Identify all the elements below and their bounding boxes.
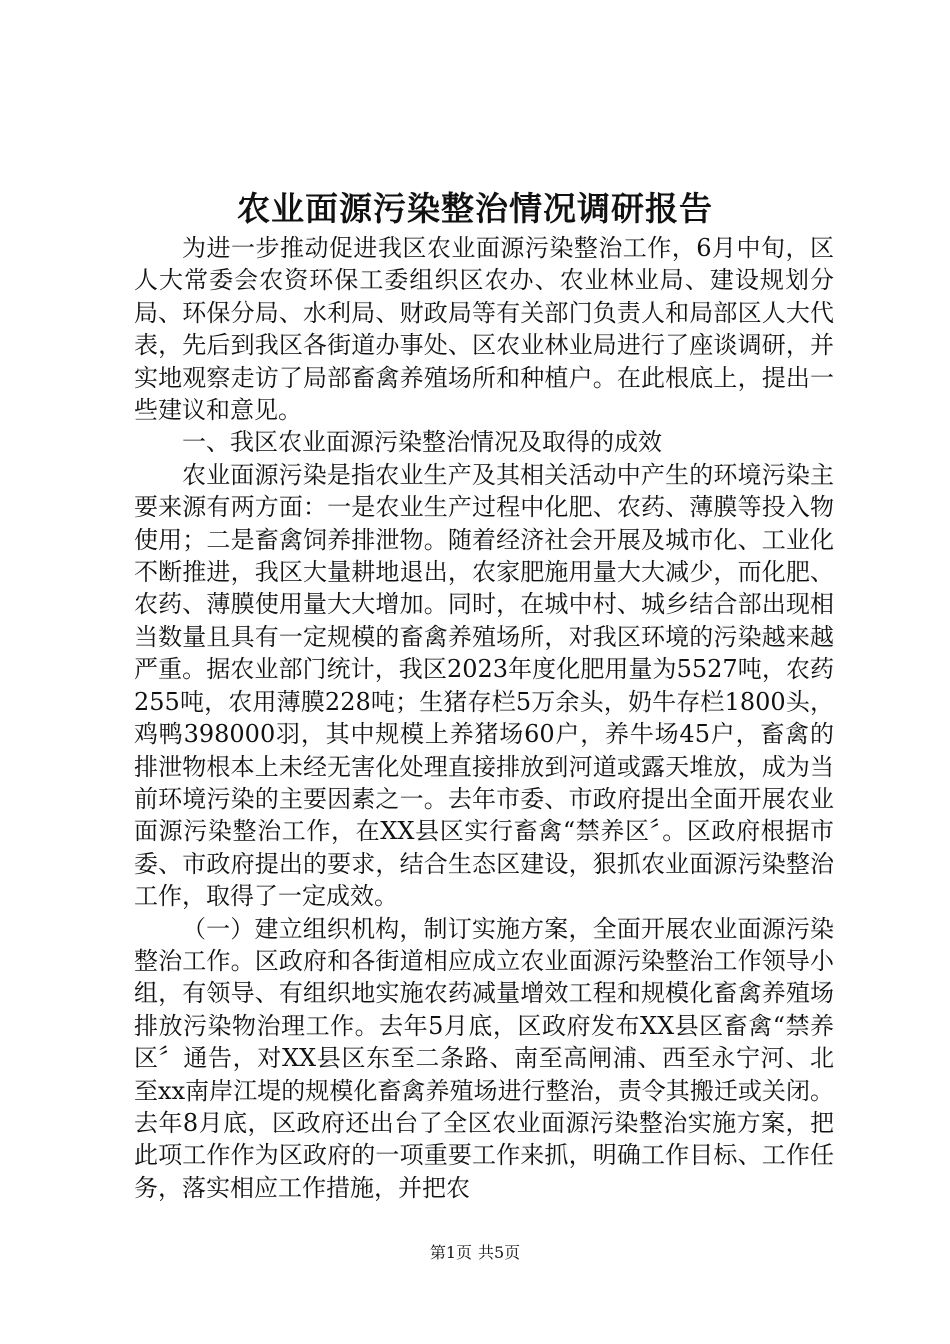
page-total: 共5页 <box>478 1243 521 1262</box>
body-paragraph: 农业面源污染是指农业生产及其相关活动中产生的环境污染主要来源有两方面：一是农业生产过程中化肥、农药、薄膜等投入物使用；二是畜禽饲养排泄物。随着经济社会开展及城市化、工业化不断推进，我区大量耕地退出，农家肥施用量大大减少，而化肥、农药、薄膜使用量大大增加。同时，在城中村、城乡结合部出现相当数量且具有一定规模的畜禽养殖场所，对我区环境的污染越来越严重。据农业部门统计，我区2023年度化肥用量为5527吨，农药255吨，农用薄膜228吨；生猪存栏5万余头，奶牛存栏1800头，鸡鸭398000羽，其中规模上养猪场60户，养牛场45户，畜禽的排泄物根本上未经无害化处理直接排放到河道或露天堆放，成为当前环境污染的主要因素之一。去年市委、市政府提出全面开展农业面源污染整治工作，在XX县区实行畜禽“禁养区〞。区政府根据市委、市政府提出的要求，结合生态区建设，狠抓农业面源污染整治工作，取得了一定成效。 <box>134 460 834 911</box>
section-heading: 一、我区农业面源污染整治情况及取得的成效 <box>182 428 662 457</box>
page-number: 第1页 <box>429 1243 472 1262</box>
intro-paragraph: 为进一步推动促进我区农业面源污染整治工作，6月中旬，区人大常委会农资环保工委组织区农办、农业林业局、建设规划分局、环保分局、水利局、财政局等有关部门负责人和局部区人大代表，先后到我区各街道办事处、区农业林业局进行了座谈调研，并实地观察走访了局部畜禽养殖场所和种植户。在此根底上，提出一些建议和意见。 <box>134 234 834 425</box>
document-title: 农业面源污染整治情况调研报告 <box>237 189 713 228</box>
body-paragraph: （一）建立组织机构，制订实施方案，全面开展农业面源污染整治工作。区政府和各街道相应成立农业面源污染整治工作领导小组，有领导、有组织地实施农药减量增效工程和规模化畜禽养殖场排放污染物治理工作。去年5月底，区政府发布XX县区畜禽“禁养区〞通告，对XX县区东至二条路、南至高闸浦、西至永宁河、北至xx南岸江堤的规模化畜禽养殖场进行整治，责令其搬迁或关闭。去年8月底，区政府还出台了全区农业面源污染整治实施方案，把此项工作作为区政府的一项重要工作来抓，明确工作目标、工作任务，落实相应工作措施，并把农 <box>134 914 834 1202</box>
page-footer <box>0 1241 950 1265</box>
document-body <box>134 232 834 1204</box>
